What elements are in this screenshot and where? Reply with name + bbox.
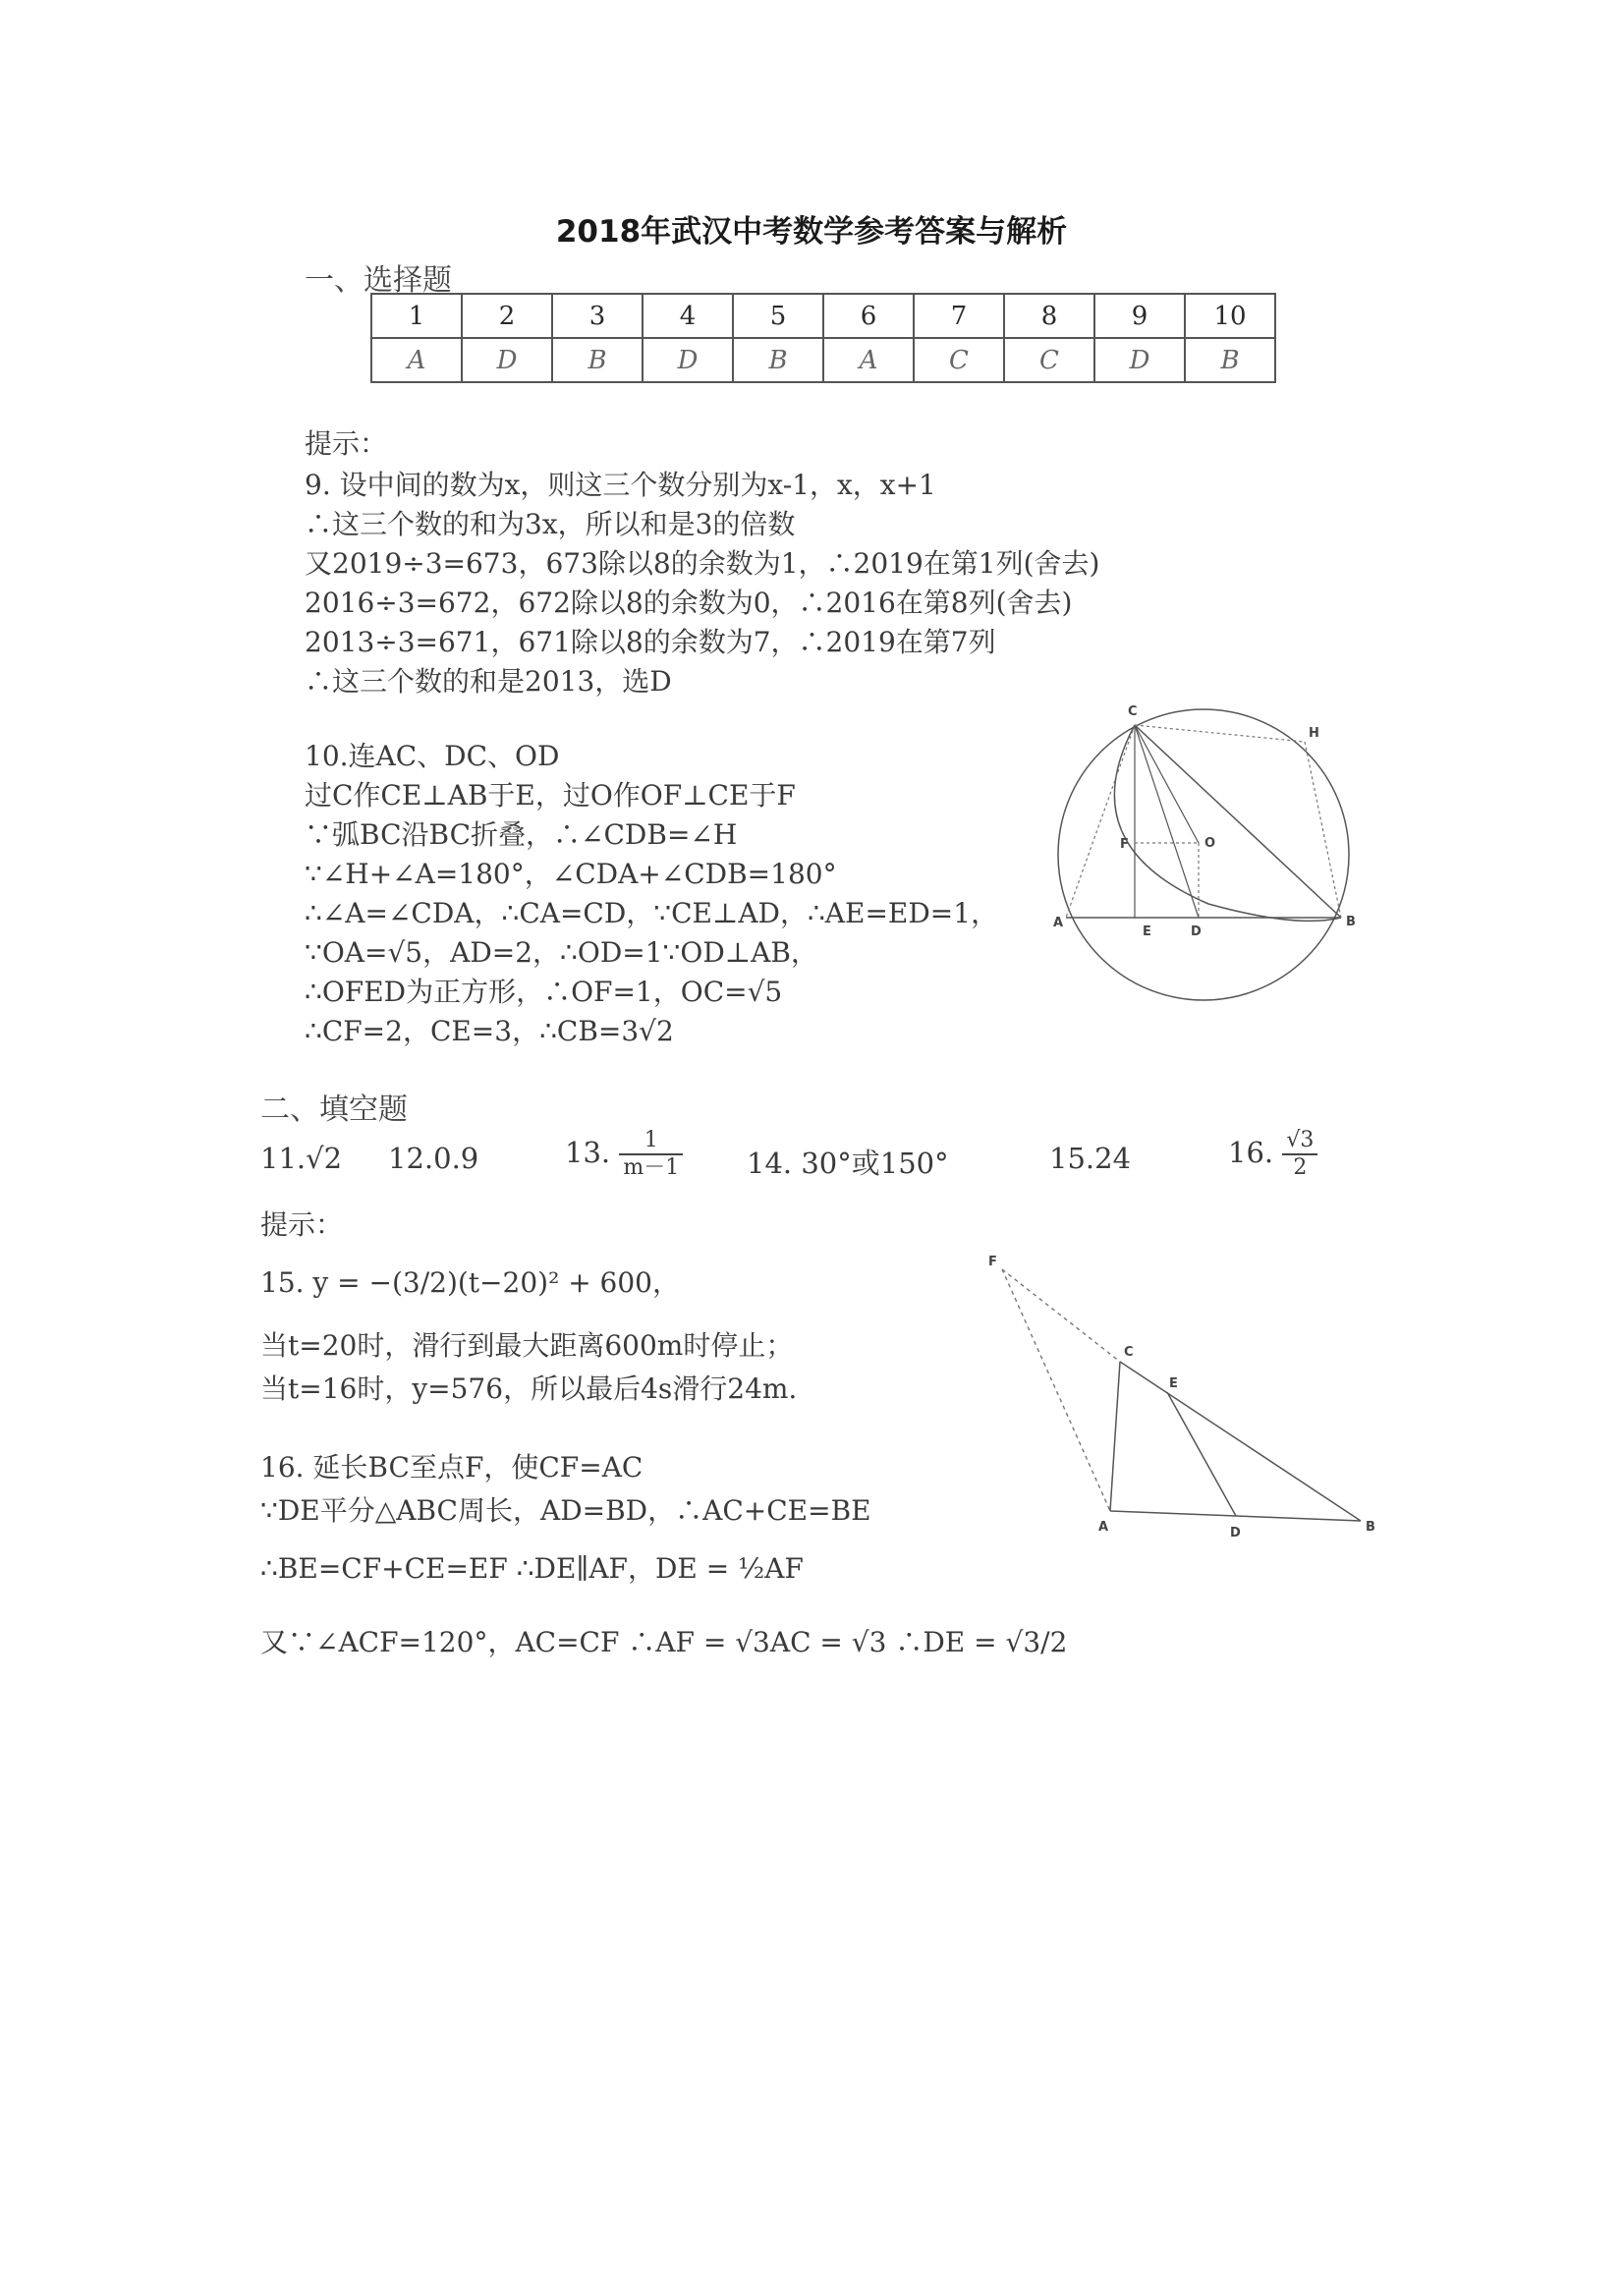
q16-line: ∵DE平分△ABC周长，AD=BD，∴AC+CE=BE [260,1494,871,1527]
answer-15: 15.24 [1049,1142,1132,1175]
table-cell: B [552,338,643,382]
table-cell: D [462,338,552,382]
q10-line: ∵弧BC沿BC折叠，∴∠CDB=∠H [305,818,738,851]
table-cell: A [823,338,914,382]
label-o: O [1204,836,1216,851]
fraction [619,1128,683,1181]
table-cell: 3 [552,294,643,338]
table-row-answers [371,338,1275,382]
q10-line: 10.连AC、DC、OD [305,740,560,772]
label-e: E [1169,1376,1178,1391]
q16-line: 又∵∠ACF=120°，AC=CF ∴AF = √3AC = √3 ∴DE = √3/2 [260,1626,1068,1658]
table-cell: 5 [733,294,823,338]
table-cell: 4 [643,294,733,338]
fraction-numerator: 1 [619,1128,683,1155]
table-cell: 10 [1185,294,1275,338]
label-a: A [1098,1520,1109,1535]
label-c: C [1124,1345,1134,1360]
q15-line: 当t=20时，滑行到最大距离600m时停止； [260,1329,794,1362]
fraction [1282,1128,1317,1181]
fraction-denominator: 2 [1293,1155,1308,1180]
label-b: B [1346,915,1356,929]
section-fill-heading: 二、填空题 [260,1092,408,1127]
segment-cb [1135,725,1341,918]
q9-line: 2013÷3=671，671除以8的余数为7，∴2019在第7列 [305,626,996,658]
label-c: C [1128,704,1138,719]
q16-line: ∴BE=CF+CE=EF ∴DE∥AF，DE = ½AF [260,1552,804,1585]
q10-line: ∵∠H+∠A=180°，∠CDA+∠CDB=180° [305,858,837,890]
segment-hb [1305,742,1341,918]
hint-label: 提示： [305,427,388,460]
q15-line: 当t=16时，y=576，所以最后4s滑行24m. [260,1372,798,1405]
table-cell: C [914,338,1004,382]
label-a: A [1053,916,1064,930]
segment-cb [1120,1362,1361,1521]
segment-ch [1135,725,1305,742]
answer-14: 14. 30°或150° [747,1147,949,1180]
q10-line: 过C作CE⊥AB于E，过O作OF⊥CE于F [305,779,796,812]
answer-12: 12.0.9 [388,1142,479,1175]
table-cell: 2 [462,294,552,338]
q9-line: 2016÷3=672，672除以8的余数为0，∴2016在第8列(舍去) [305,587,1073,619]
page-title: 2018年武汉中考数学参考答案与解析 [555,214,1068,250]
q10-line: ∴CF=2，CE=3，∴CB=3√2 [305,1015,674,1047]
answer-table [370,293,1276,383]
triangle-figure [973,1248,1395,1542]
table-cell: D [643,338,733,382]
table-cell: 7 [914,294,1004,338]
circle-outline [1058,709,1349,1000]
label-f: F [988,1255,997,1269]
label-d: D [1191,924,1202,939]
table-cell: C [1004,338,1094,382]
circle-figure [1041,698,1366,1012]
fraction-numerator: √3 [1282,1128,1317,1155]
segment-fa [1002,1269,1110,1511]
table-cell: B [733,338,823,382]
answer-13-prefix: 13. [565,1136,611,1169]
table-cell: 1 [371,294,462,338]
label-e: E [1143,924,1151,939]
table-cell: 8 [1004,294,1094,338]
q9-line: 9. 设中间的数为x，则这三个数分别为x-1，x，x+1 [305,469,936,501]
answer-16-prefix: 16. [1228,1136,1274,1169]
fraction-denominator: m－1 [623,1155,680,1180]
q10-line: ∴∠A=∠CDA，∴CA=CD，∵CE⊥AD，∴AE=ED=1， [305,897,999,929]
q9-line: 又2019÷3=673，673除以8的余数为1，∴2019在第1列(舍去) [305,547,1100,580]
table-cell: B [1185,338,1275,382]
segment-ca [1066,725,1135,918]
answer-16 [1228,1128,1317,1181]
q9-line: ∴这三个数的和为3x，所以和是3的倍数 [305,508,796,540]
hint-label-2: 提示： [260,1208,344,1241]
label-f: F [1120,837,1129,852]
q16-line: 16. 延长BC至点F，使CF=AC [260,1451,644,1484]
label-b: B [1366,1520,1375,1535]
segment-ca [1110,1362,1120,1511]
label-h: H [1309,726,1319,741]
q10-line: ∵OA=√5，AD=2，∴OD=1∵OD⊥AB， [305,936,818,969]
table-cell: D [1094,338,1185,382]
segment-de [1167,1392,1236,1516]
q9-line: ∴这三个数的和是2013，选D [305,665,672,698]
table-row-numbers [371,294,1275,338]
table-cell: 6 [823,294,914,338]
answer-13 [565,1128,683,1181]
label-d: D [1230,1526,1241,1540]
segment-co [1135,725,1199,843]
q10-line: ∴OFED为正方形，∴OF=1，OC=√5 [305,976,783,1008]
section-choice-heading: 一、选择题 [305,263,452,298]
segment-fc [1002,1269,1120,1362]
table-cell: A [371,338,462,382]
table-cell: 9 [1094,294,1185,338]
q15-equation: 15. y = −(3/2)(t−20)² + 600， [260,1266,681,1299]
answer-11: 11.√2 [260,1142,343,1175]
